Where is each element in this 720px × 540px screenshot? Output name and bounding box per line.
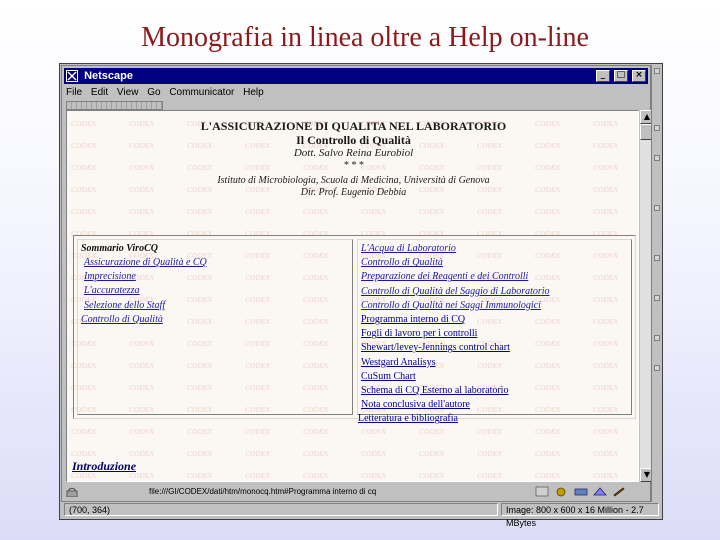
scroll-down-icon[interactable]: ▼ <box>640 468 654 482</box>
discussions-icon[interactable] <box>574 486 588 497</box>
separator: * * * <box>343 160 364 171</box>
composer-icon[interactable] <box>593 486 607 497</box>
author-line: Dott. Salvo Reina Eurobiol <box>293 147 414 159</box>
link-acqua[interactable]: L'Acqua di Laboratorio <box>361 243 456 254</box>
image-info: Image: 800 x 600 x 16 Million - 2.7 MBytes <box>501 503 659 516</box>
minimize-button[interactable]: _ <box>596 70 610 82</box>
summary-column <box>77 239 353 415</box>
navigator-icon[interactable] <box>535 486 549 497</box>
slide-title: Monografia in linea oltre a Help on-line <box>141 22 589 53</box>
maximize-button[interactable]: □ <box>614 70 628 82</box>
desktop-edge <box>651 65 662 502</box>
institute-line: Istituto di Microbiologia, Scuola di Medicina, Università di Genova <box>217 175 490 186</box>
menu-communicator[interactable]: Communicator <box>169 87 235 98</box>
link-cq-immunologici[interactable]: Controllo di Qualità nei Saggi Immunologici <box>361 299 541 311</box>
page-header <box>67 119 639 199</box>
component-bar <box>532 486 626 498</box>
status-bar <box>64 485 650 499</box>
status-url: file:///GI/CODEX/dati/htm/monocq.htm#Programma interno di cq <box>149 487 377 496</box>
menu-bar <box>66 86 270 100</box>
link-accuratezza[interactable]: L'accuratezza <box>84 285 140 297</box>
link-westgard[interactable]: Westgard Analisys <box>361 356 436 368</box>
page-subheading: Il Controllo di Qualità <box>296 133 411 147</box>
link-controllo-qualita[interactable]: Controllo di Qualità <box>361 257 443 269</box>
cursor-coordinates: (700, 364) <box>64 503 498 516</box>
link-letteratura[interactable]: Letteratura e bibliografia <box>358 413 458 425</box>
page-heading: L'ASSICURAZIONE DI QUALITA NEL LABORATORIO <box>200 119 507 133</box>
link-nota-autore[interactable]: Nota conclusiva dell'autore <box>361 399 470 411</box>
screenshot-frame <box>59 63 663 528</box>
link-imprecisione[interactable]: Imprecisione <box>84 271 136 283</box>
link-assicurazione[interactable]: Assicurazione di Qualità e CQ <box>84 257 207 268</box>
page-viewport <box>66 110 639 482</box>
edit-icon[interactable] <box>612 486 626 497</box>
window-title: Netscape <box>84 70 133 82</box>
link-introduzione[interactable]: Introduzione <box>72 459 137 473</box>
link-cusum[interactable]: CuSum Chart <box>361 370 416 382</box>
lock-icon[interactable] <box>66 487 78 497</box>
link-programma-interno[interactable]: Programma interno di CQ <box>361 314 466 326</box>
mail-icon[interactable] <box>554 486 568 497</box>
title-bar[interactable] <box>64 68 648 84</box>
page-content <box>67 111 639 482</box>
scroll-up-icon[interactable]: ▲ <box>640 110 654 124</box>
menu-help[interactable]: Help <box>243 87 264 98</box>
link-fogli-lavoro[interactable]: Fogli di lavoro per i controlli <box>361 328 478 340</box>
window-controls <box>595 70 646 86</box>
link-cq-esterno[interactable]: Schema di CQ Esterno al laboratorio <box>361 385 509 397</box>
image-viewer-statusbar <box>61 503 661 528</box>
link-cq-saggio[interactable]: Controllo di Qualità del Saggio di Laboratorio <box>361 285 550 297</box>
link-preparazione-reagenti[interactable]: Preparazione dei Reagenti e dei Controlli <box>361 271 529 283</box>
link-selezione-staff[interactable]: Selezione dello Staff <box>84 299 166 311</box>
index-table <box>73 235 636 425</box>
toolbar-collapse-tab[interactable] <box>66 101 163 110</box>
summary-title: Sommario ViroCQ <box>81 243 158 254</box>
director-line: Dir. Prof. Eugenio Debbia <box>300 187 407 198</box>
menu-file[interactable]: File <box>66 87 83 98</box>
close-button[interactable]: × <box>632 70 646 82</box>
netscape-icon <box>66 70 78 82</box>
topics-column <box>357 239 632 425</box>
menu-view[interactable]: View <box>116 87 139 98</box>
link-controllo-qualita-left[interactable]: Controllo di Qualità <box>81 313 163 325</box>
menu-edit[interactable]: Edit <box>90 87 109 98</box>
link-shewart-chart[interactable]: Shewart/levey-Jennings control chart <box>361 342 510 354</box>
menu-go[interactable]: Go <box>147 87 161 98</box>
netscape-window <box>61 65 651 502</box>
